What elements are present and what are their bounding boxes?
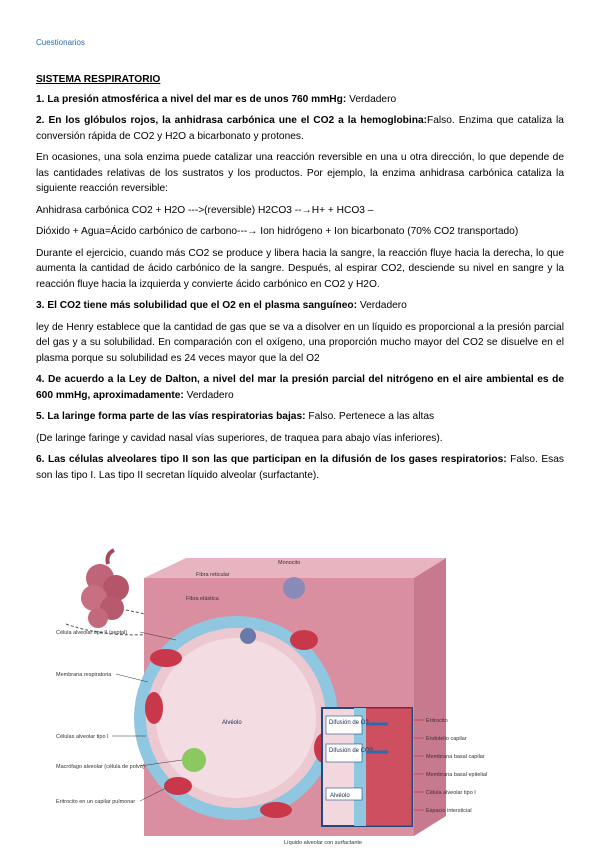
svg-text:Membrana basal epitelial: Membrana basal epitelial	[426, 772, 488, 778]
svg-text:Células alveolar tipo I: Células alveolar tipo I	[56, 734, 109, 740]
svg-text:Macrófago alveolar (célula de: Macrófago alveolar (célula de polvo)	[56, 764, 145, 770]
svg-text:Membrana respiratoria: Membrana respiratoria	[56, 672, 112, 678]
question-5: 5. La laringe forma parte de las vías respiratorias bajas: Falso. Pertenece a las altas	[36, 411, 435, 422]
svg-text:Espacio intersticial: Espacio intersticial	[426, 808, 472, 814]
svg-text:Membrana basal capilar: Membrana basal capilar	[426, 754, 485, 760]
macrophage-icon	[182, 748, 206, 772]
svg-text:Célula alveolar tipo II (septa: Célula alveolar tipo II (septal)	[56, 630, 128, 636]
svg-text:Eritrocito en un capilar pulmo: Eritrocito en un capilar pulmonar	[56, 799, 136, 805]
alveolus-label: Alvéolo	[222, 720, 242, 726]
svg-text:Difusión de O2: Difusión de O2	[329, 720, 369, 726]
alveolus-diagram	[36, 548, 564, 848]
figure-caption: Líquido alveolar con surfactante	[284, 840, 362, 846]
svg-text:Alvéolo: Alvéolo	[330, 793, 350, 799]
paragraph: Anhidrasa carbónica CO2 + H2O --->(reversible) H2CO3 --→H+ + HCO3 –	[36, 204, 374, 216]
svg-text:Célula alveolar tipo I: Célula alveolar tipo I	[426, 790, 476, 796]
monocyte-icon	[283, 577, 305, 599]
alveolus-illustration	[36, 548, 564, 848]
document-body	[36, 72, 564, 489]
question-6: 6. Las células alveolares tipo II son las que participan en la difusión de los gases respiratorios: Falso. Esas son las tipo I. Las tipo II secretan líquido alveolar (surfactante).	[36, 454, 564, 481]
svg-text:Fibra reticular: Fibra reticular	[196, 572, 230, 578]
alveolar-sac-icon	[81, 550, 129, 628]
question-1: 1. La presión atmosférica a nivel del mar es de unos 760 mmHg: Verdadero	[36, 93, 397, 105]
question-4: 4. De acuerdo a la Ley de Dalton, a nivel del mar la presión parcial del nitrógeno en el aire ambiental es de 600 mmHg, aproximadamente: Verdadero	[36, 374, 564, 401]
question-3: 3. El CO2 tiene más solubilidad que el O2 en el plasma sanguíneo: Verdadero	[36, 300, 407, 311]
svg-text:Difusión de CO2: Difusión de CO2	[329, 748, 374, 754]
header-label: Cuestionarios	[36, 38, 85, 47]
paragraph: ley de Henry establece que la cantidad de gas que se va a disolver en un líquido es proporcional a la presión parcial del gas y a su solubilidad. En comparación con el oxígeno, una proporción mucho mayor del CO2 se disuelve en el plasma porque su solubilidad es 24 veces mayor que la del O2	[36, 321, 564, 364]
paragraph: (De laringe faringe y cavidad nasal vías superiores, de traquea para abajo vías inferiores).	[36, 432, 443, 444]
svg-text:Endotelio capilar: Endotelio capilar	[426, 736, 467, 742]
svg-text:Monocito: Monocito	[278, 560, 301, 566]
question-2: 2. En los glóbulos rojos, la anhidrasa carbónica une el CO2 a la hemoglobina:Falso. Enzima que cataliza la conversión rápida de CO2 y H2O a bicarbonato y protones.	[36, 115, 564, 142]
paragraph: Durante el ejercicio, cuando más CO2 se produce y libera hacia la sangre, la reacción fluye hacia la derecha, lo que aumenta la cantidad de ácido carbónico de la sangre. Después, al espirar CO2, desciende su nivel en sangre y la reacción fluye hacia la izquierda y convierte ácido carbónico en CO2 y H2O.	[36, 247, 564, 290]
svg-text:Eritrocito: Eritrocito	[426, 718, 448, 724]
paragraph: En ocasiones, una sola enzima puede catalizar una reacción reversible en una u otra dirección, lo que depende de las cantidades relativas de los sustratos y los productos. Por ejemplo, la enzima anhidrasa carbónica cataliza la siguiente reacción reversible:	[36, 152, 564, 194]
svg-text:Fibra elástica: Fibra elástica	[186, 596, 219, 602]
respiratory-membrane-inset	[322, 708, 412, 826]
paragraph: Dióxido + Agua=Ácido carbónico de carbono---→ Ion hidrógeno + Ion bicarbonato (70% CO2 transportado)	[36, 226, 519, 237]
section-title: SISTEMA RESPIRATORIO	[36, 74, 161, 85]
